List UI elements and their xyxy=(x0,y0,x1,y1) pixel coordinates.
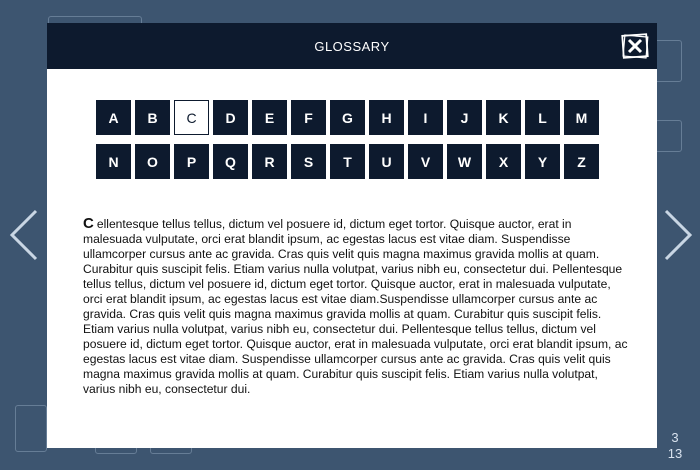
x-close-icon xyxy=(619,30,651,62)
background-sketch xyxy=(15,405,47,452)
letter-button-z[interactable]: Z xyxy=(564,144,599,179)
letter-row xyxy=(96,100,606,135)
definition-initial: C xyxy=(83,215,94,232)
letter-button-c[interactable]: C xyxy=(174,100,209,135)
glossary-modal xyxy=(47,23,657,448)
next-page-button[interactable] xyxy=(658,205,698,265)
total-pages: 13 xyxy=(667,446,683,461)
letter-button-h[interactable]: H xyxy=(369,100,404,135)
letter-button-b[interactable]: B xyxy=(135,100,170,135)
close-button[interactable] xyxy=(617,28,653,64)
prev-page-button[interactable] xyxy=(4,205,44,265)
chevron-left-icon xyxy=(8,207,40,263)
letter-button-u[interactable]: U xyxy=(369,144,404,179)
modal-header xyxy=(47,23,657,69)
letter-button-g[interactable]: G xyxy=(330,100,365,135)
letter-button-q[interactable]: Q xyxy=(213,144,248,179)
definition-text: ellentesque tellus tellus, dictum vel posuere id, dictum eget tortor. Quisque auctor, erat in malesuada vulputate, orci erat blandit ipsum, ac egestas lacus est vitae diam. Suspendisse ullamcorper cursus ante ac gravida. Cras quis velit quis magna maximus gravida mollis at quam. Curabitur quis suscipit felis. Etiam varius nulla volutpat, varius nibh eu, consectetur dui. Pellentesque tellus tellus, dictum vel posuere id, dictum eget tortor. Quisque auctor, erat in malesuada vulputate, orci erat blandit ipsum, ac egestas lacus est vitae diam.Suspendisse ullamcorper cursus ante ac gravida. Cras quis velit quis magna maximus gravida mollis at quam. Curabitur quis suscipit felis. Etiam varius nulla volutpat, varius nibh eu, consectetur dui. Pellentesque tellus tellus, dictum vel posuere id, dictum eget tortor. Quisque auctor, erat in malesuada vulputate, orci erat blandit ipsum, ac egestas lacus est vitae diam. Suspendisse ullamcorper cursus ante ac gravida. Cras quis velit quis magna maximus gravida mollis at quam. Curabitur quis suscipit felis. Etiam varius nulla volutpat, varius nibh eu, consectetur dui. xyxy=(83,217,628,396)
letter-row xyxy=(96,144,606,179)
letter-button-o[interactable]: O xyxy=(135,144,170,179)
letter-button-n[interactable]: N xyxy=(96,144,131,179)
letter-button-w[interactable]: W xyxy=(447,144,482,179)
letter-button-l[interactable]: L xyxy=(525,100,560,135)
letter-button-y[interactable]: Y xyxy=(525,144,560,179)
modal-title: GLOSSARY xyxy=(314,38,390,54)
page-counter xyxy=(660,430,690,462)
letter-button-e[interactable]: E xyxy=(252,100,287,135)
letter-button-r[interactable]: R xyxy=(252,144,287,179)
letter-button-i[interactable]: I xyxy=(408,100,443,135)
letter-button-s[interactable]: S xyxy=(291,144,326,179)
letter-button-k[interactable]: K xyxy=(486,100,521,135)
letter-button-p[interactable]: P xyxy=(174,144,209,179)
background-sketch xyxy=(655,120,682,152)
letter-button-j[interactable]: J xyxy=(447,100,482,135)
letter-button-f[interactable]: F xyxy=(291,100,326,135)
letter-button-a[interactable]: A xyxy=(96,100,131,135)
current-page: 3 xyxy=(671,430,679,445)
chevron-right-icon xyxy=(662,207,694,263)
letter-button-x[interactable]: X xyxy=(486,144,521,179)
letter-button-d[interactable]: D xyxy=(213,100,248,135)
letter-button-t[interactable]: T xyxy=(330,144,365,179)
letter-button-m[interactable]: M xyxy=(564,100,599,135)
glossary-definition xyxy=(83,216,631,397)
letter-button-v[interactable]: V xyxy=(408,144,443,179)
letter-index xyxy=(96,100,606,188)
